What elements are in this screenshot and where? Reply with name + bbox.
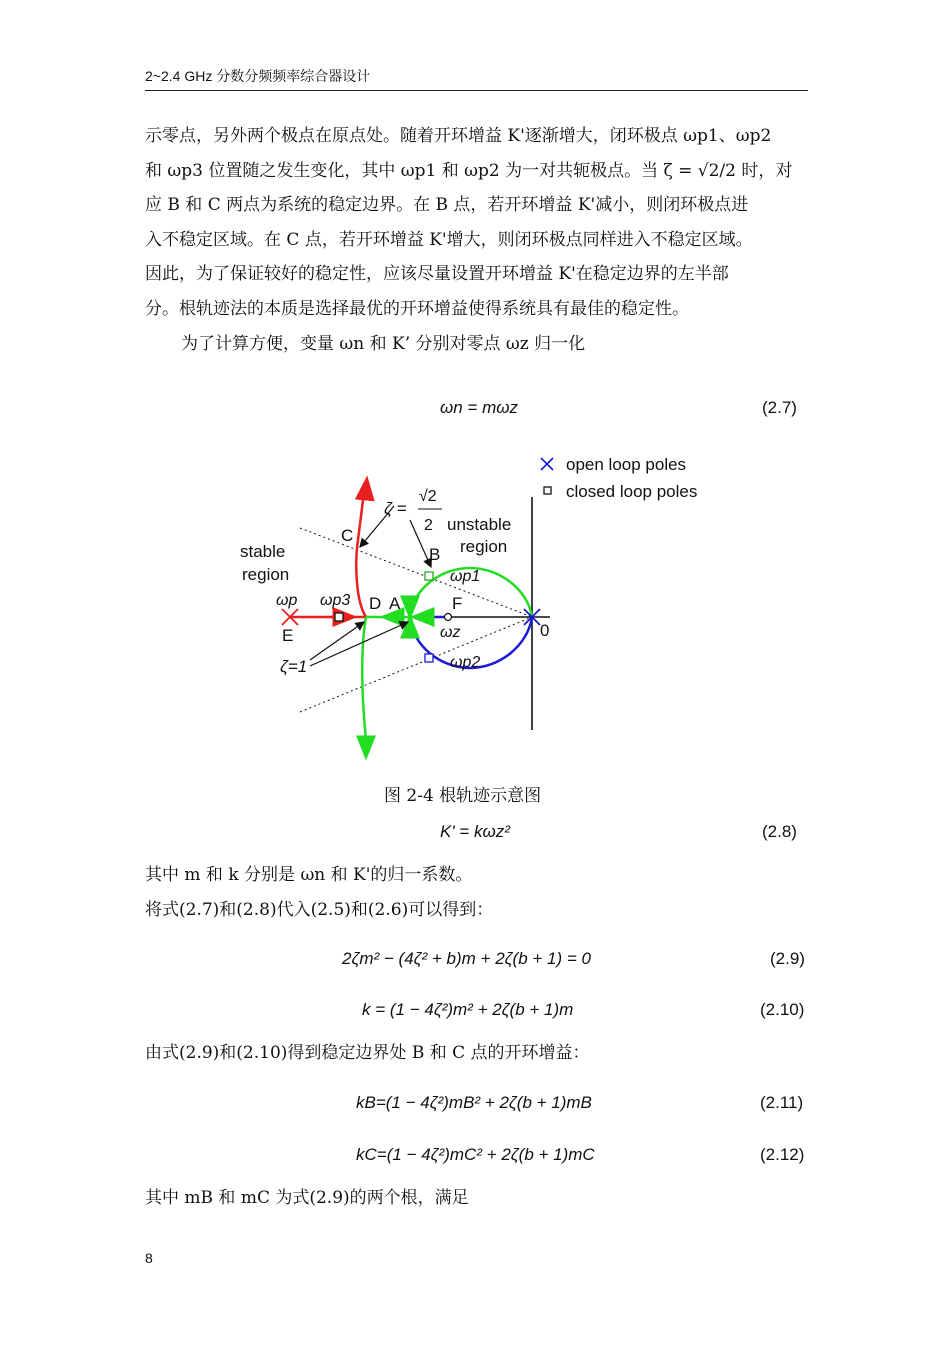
point-d-label: D (369, 594, 382, 613)
damping-line-lower (300, 617, 532, 712)
green-branch-down (362, 617, 366, 740)
text-line: 分。根轨迹法的本质是选择最优的开环增益使得系统具有最佳的稳定性。 (145, 298, 689, 319)
text-line: 将式(2.7)和(2.8)代入(2.5)和(2.6)可以得到： (145, 900, 494, 920)
red-arrow-up (365, 488, 366, 498)
zeta-label: ζ = (384, 499, 407, 518)
equation-2-9: 2ζm² − (4ζ² + b)m + 2ζ(b + 1) = 0 (342, 949, 591, 968)
closed-pole-wp3 (335, 613, 343, 621)
point-a-label: A (389, 594, 401, 613)
text-line: 其中 m 和 k 分别是 ωn 和 K'的归一系数。 (145, 865, 473, 885)
closed-pole-wp2 (425, 654, 433, 662)
running-header: 2~2.4 GHz 分数分频频率综合器设计 (145, 68, 371, 84)
page-number: 8 (145, 1250, 153, 1266)
equation-number: (2.12) (760, 1145, 805, 1164)
wp2-label: ωp2 (450, 654, 481, 671)
equation-number: (2.9) (770, 949, 805, 968)
wp3-label: ωp3 (320, 592, 351, 609)
point-f-label: F (452, 594, 463, 613)
equation-2-7: ωn = mωz (440, 398, 518, 417)
closed-pole-wp1 (425, 572, 433, 580)
equation-2-12: kC=(1 − 4ζ²)mC² + 2ζ(b + 1)mC (356, 1145, 595, 1164)
equation-number: (2.8) (762, 822, 797, 841)
stable-label-2: region (242, 565, 290, 584)
equation-number: (2.11) (760, 1093, 804, 1112)
root-locus-figure (230, 450, 730, 760)
red-branch-up (356, 500, 366, 617)
unstable-label-1: unstable (447, 515, 512, 534)
header-rule (145, 90, 808, 91)
legend (541, 455, 697, 501)
closed-pole-legend-icon (544, 487, 551, 494)
unstable-label-2: region (460, 537, 508, 556)
text-line: 其中 mB 和 mC 为式(2.9)的两个根，满足 (145, 1188, 469, 1208)
wp-label: ωp (276, 592, 298, 609)
text-line: 由式(2.9)和(2.10)得到稳定边界处 B 和 C 点的开环增益： (145, 1043, 590, 1063)
stable-label-1: stable (240, 542, 286, 561)
equation-number: (2.10) (760, 1000, 805, 1019)
origin-label: 0 (540, 621, 550, 640)
point-c-label: C (341, 526, 354, 545)
equation-2-10: k = (1 − 4ζ²)m² + 2ζ(b + 1)m (362, 1000, 574, 1019)
equation-number: (2.7) (762, 398, 797, 417)
legend-open: open loop poles (566, 455, 687, 474)
zero-marker (445, 614, 452, 621)
paragraph-2: 为了计算方便，变量 ωn 和 K’ 分别对零点 ωz 归一化 (181, 333, 586, 354)
wp1-label: ωp1 (450, 568, 481, 585)
wz-label: ωz (440, 624, 461, 641)
paragraph-1 (145, 119, 808, 361)
legend-closed: closed loop poles (566, 482, 698, 501)
text-line: 应 B 和 C 两点为系统的稳定边界。在 B 点，若开环增益 K'减小，则闭环极点进 (145, 195, 749, 216)
text-line: 和 ωp3 位置随之发生变化，其中 ωp1 和 ωp2 为一对共轭极点。当 ζ = √2/2 时，对 (145, 160, 793, 181)
text-line: 入不稳定区域。在 C 点，若开环增益 K'增大，则闭环极点同样进入不稳定区域。 (145, 229, 753, 250)
open-pole-legend-icon (541, 458, 553, 470)
text-line: 示零点，另外两个极点在原点处。随着开环增益 K'逐渐增大，闭环极点 ωp1、ωp2 (145, 126, 772, 146)
point-e-label: E (282, 626, 294, 645)
sqrt2-label: √2 (419, 488, 437, 505)
equation-2-11: kB=(1 − 4ζ²)mB² + 2ζ(b + 1)mB (356, 1093, 592, 1112)
equation-2-8: K' = kωz² (440, 822, 510, 841)
text-line: 因此，为了保证较好的稳定性，应该尽量设置开环增益 K'在稳定边界的左半部 (145, 264, 729, 285)
zeta1-label: ζ=1 (280, 657, 308, 676)
figure-caption: 图 2-4 根轨迹示意图 (384, 786, 542, 806)
two-label: 2 (424, 517, 433, 534)
zeta1-arrow-a (310, 622, 408, 666)
point-b-label: B (429, 545, 441, 564)
